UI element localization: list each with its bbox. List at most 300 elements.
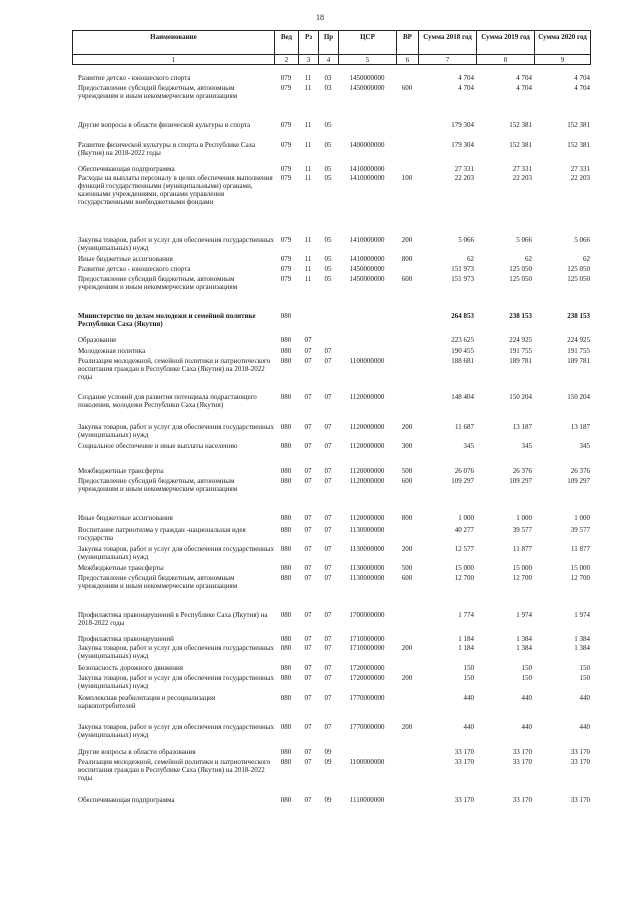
row-sum-2018: 345: [463, 442, 474, 450]
row-csr: 1700000000: [349, 611, 385, 619]
row-pr: 07: [324, 723, 332, 731]
row-sum-2018: 26 076: [454, 467, 474, 475]
row-sum-2018: 179 304: [451, 141, 474, 149]
row-sum-2020: 15 000: [570, 564, 590, 572]
row-pr: 05: [324, 236, 332, 244]
row-sum-2018: 179 304: [451, 121, 474, 129]
row-rz: 11: [304, 255, 312, 263]
row-sum-2019: 1 000: [516, 514, 532, 522]
row-sum-2020: 1 974: [574, 611, 590, 619]
row-ved: 079: [280, 255, 292, 263]
row-sum-2018: 151 973: [451, 275, 474, 283]
header-name: Наименование: [73, 31, 275, 55]
row-pr: 07: [324, 526, 332, 534]
row-ved: 079: [280, 236, 292, 244]
header-number: 5: [339, 55, 397, 65]
row-csr: 1450000000: [349, 84, 385, 92]
row-name: Межбюджетные трансферты: [78, 467, 164, 475]
table-row: [72, 347, 590, 356]
row-vr: 100: [401, 174, 413, 182]
row-name: Создание условий для развития потенциала подрастающего поколения, молодежи Республики Саха (Якутия): [78, 393, 257, 409]
row-ved: 080: [280, 758, 292, 766]
row-name: Развитие детско - юношеского спорта: [78, 74, 191, 82]
row-csr: 1130000000: [349, 564, 385, 572]
row-csr: 1130000000: [349, 545, 385, 553]
table-row: [72, 526, 590, 544]
table-row: [72, 758, 590, 785]
row-sum-2019: 150: [521, 674, 532, 682]
row-rz: 07: [304, 611, 312, 619]
row-sum-2018: 27 331: [454, 165, 474, 173]
row-vr: 200: [401, 545, 413, 553]
row-sum-2019: 27 331: [512, 165, 532, 173]
row-rz: 07: [304, 357, 312, 365]
row-sum-2020: 4 704: [574, 74, 590, 82]
row-pr: 09: [324, 748, 332, 756]
table-row: [72, 141, 590, 159]
row-name: Другие вопросы в области физической культуры и спорта: [78, 121, 251, 129]
row-rz: 07: [304, 336, 312, 344]
row-vr: 800: [401, 255, 413, 263]
row-sum-2019: 345: [521, 442, 532, 450]
table-row: [72, 545, 590, 563]
row-ved: 080: [280, 347, 292, 355]
row-name: Предоставление субсидий бюджетным, автономным учреждениям и иным некоммерческим организациям: [78, 84, 238, 100]
row-rz: 07: [304, 694, 312, 702]
table-row: [72, 121, 590, 139]
row-pr: 05: [324, 174, 332, 182]
row-sum-2020: 152 381: [567, 121, 590, 129]
header-number: 1: [73, 55, 275, 65]
row-csr: 1120000000: [349, 477, 385, 485]
row-sum-2019: 33 170: [512, 758, 532, 766]
row-pr: 07: [324, 514, 332, 522]
row-sum-2019: 4 704: [516, 74, 532, 82]
row-ved: 080: [280, 664, 292, 672]
row-sum-2020: 150: [579, 674, 590, 682]
row-sum-2019: 1 974: [516, 611, 532, 619]
header-number: 7: [419, 55, 477, 65]
row-sum-2019: 13 187: [512, 423, 532, 431]
row-pr: 05: [324, 121, 332, 129]
row-vr: 600: [401, 84, 413, 92]
row-sum-2020: 1 000: [574, 514, 590, 522]
row-sum-2019: 440: [521, 723, 532, 731]
row-name: Предоставление субсидий бюджетным, автономным учреждениям и иным некоммерческим организациям: [78, 477, 238, 493]
table-row: [72, 236, 590, 254]
row-name: Развитие физической культуры и спорта в Республике Саха (Якутия) на 2018-2022 годы: [78, 141, 256, 157]
row-vr: 600: [401, 477, 413, 485]
row-ved: 079: [280, 275, 292, 283]
row-sum-2020: 62: [583, 255, 590, 263]
row-name: Реализация молодежной, семейной политики и патриотического воспитания граждан в Республике Саха (Якутия) на 2018-2022 годы: [78, 357, 271, 381]
row-csr: 1450000000: [349, 265, 385, 273]
row-sum-2020: 345: [579, 442, 590, 450]
row-vr: 300: [401, 442, 413, 450]
table-row: [72, 423, 590, 441]
table-row: [72, 748, 590, 757]
row-sum-2018: 11 687: [455, 423, 474, 431]
row-sum-2019: 33 170: [512, 796, 532, 804]
table-row: [72, 357, 590, 384]
table-row: [72, 265, 590, 274]
table-row: [72, 564, 590, 573]
table-row: [72, 796, 590, 805]
row-name: Министерство по делам молодежи и семейной политике Республики Саха (Якутия): [78, 312, 256, 328]
row-name: Профилактика правонарушений в Республике Саха (Якутия) на 2018-2022 годы: [78, 611, 268, 627]
row-rz: 07: [304, 423, 312, 431]
row-pr: 09: [324, 758, 332, 766]
table-row: [72, 694, 590, 712]
row-csr: 1130000000: [349, 574, 385, 582]
row-sum-2020: 22 203: [570, 174, 590, 182]
row-rz: 07: [304, 467, 312, 475]
row-sum-2019: 150 204: [509, 393, 532, 401]
row-pr: 07: [324, 393, 332, 401]
row-sum-2019: 62: [525, 255, 532, 263]
row-vr: 600: [401, 275, 413, 283]
row-ved: 079: [280, 165, 292, 173]
row-pr: 07: [324, 644, 332, 652]
row-pr: 05: [324, 141, 332, 149]
row-sum-2018: 1 184: [458, 635, 474, 643]
row-sum-2019: 125 050: [509, 265, 532, 273]
header-number: 6: [397, 55, 419, 65]
row-sum-2020: 33 170: [570, 748, 590, 756]
row-sum-2019: 224 925: [509, 336, 532, 344]
row-name: Закупка товаров, работ и услуг для обеспечения государственных (муниципальных) нужд: [78, 674, 275, 690]
row-ved: 080: [280, 611, 292, 619]
row-rz: 11: [304, 236, 312, 244]
table-header: [72, 30, 591, 65]
row-sum-2018: 1 184: [458, 644, 474, 652]
table-row: [72, 84, 590, 102]
header-number: 8: [477, 55, 535, 65]
header-pr: Пр: [319, 31, 339, 55]
row-rz: 11: [304, 121, 312, 129]
row-sum-2018: 150: [463, 664, 474, 672]
header-number: 4: [319, 55, 339, 65]
row-name: Воспитание патриотизма у граждан -национальная идея государства: [78, 526, 246, 542]
row-pr: 07: [324, 611, 332, 619]
row-name: Обеспечивающая подпрограмма: [78, 165, 175, 173]
row-name: Расходы на выплаты персоналу в целях обеспечения выполнения функций государственными (муниципальными) органами, казенными учреждениями, органами управления государственными внебюджетными фондами: [78, 174, 273, 206]
row-name: Молодежная политика: [78, 347, 146, 355]
row-ved: 080: [280, 467, 292, 475]
row-sum-2019: 191 755: [509, 347, 532, 355]
row-csr: 1720000000: [349, 674, 385, 682]
row-sum-2020: 26 376: [570, 467, 590, 475]
row-sum-2018: 12 700: [454, 574, 474, 582]
row-sum-2020: 189 781: [567, 357, 590, 365]
row-rz: 07: [304, 664, 312, 672]
header-ved: Вед: [275, 31, 299, 55]
row-pr: 07: [324, 477, 332, 485]
row-name: Комплексная реабилитация и ресоциализация наркопотребителей: [78, 694, 216, 710]
row-sum-2020: 109 297: [567, 477, 590, 485]
row-ved: 080: [280, 674, 292, 682]
row-pr: 05: [324, 275, 332, 283]
row-ved: 079: [280, 141, 292, 149]
row-ved: 079: [280, 174, 292, 182]
row-pr: 03: [324, 74, 332, 82]
row-rz: 07: [304, 644, 312, 652]
header-sum-2018: Сумма 2018 год: [419, 31, 477, 55]
row-sum-2019: 1 384: [516, 644, 532, 652]
row-pr: 07: [324, 635, 332, 643]
row-sum-2020: 150: [579, 664, 590, 672]
row-sum-2020: 33 170: [570, 796, 590, 804]
row-sum-2019: 152 381: [509, 141, 532, 149]
row-name: Закупка товаров, работ и услуг для обеспечения государственных (муниципальных) нужд: [78, 545, 275, 561]
row-rz: 11: [304, 265, 312, 273]
row-name: Предоставление субсидий бюджетным, автономным учреждениям и иным некоммерческим организациям: [78, 574, 238, 590]
row-sum-2018: 1 000: [458, 514, 474, 522]
row-sum-2020: 1 384: [574, 635, 590, 643]
table-row: [72, 635, 590, 644]
row-pr: 05: [324, 255, 332, 263]
row-vr: 200: [401, 644, 413, 652]
table-row: [72, 255, 590, 264]
row-ved: 080: [280, 748, 292, 756]
row-pr: 07: [324, 347, 332, 355]
row-name: Безопасность дорожного движения: [78, 664, 184, 672]
row-csr: 1120000000: [349, 467, 385, 475]
row-vr: 500: [401, 467, 413, 475]
table-row: [72, 442, 590, 451]
row-sum-2018: 223 625: [451, 336, 474, 344]
row-sum-2018: 190 455: [451, 347, 474, 355]
table-row: [72, 275, 590, 293]
row-sum-2019: 22 203: [512, 174, 532, 182]
row-pr: 09: [324, 796, 332, 804]
row-csr: 1400000000: [349, 141, 385, 149]
table-row: [72, 467, 590, 476]
row-rz: 07: [304, 574, 312, 582]
row-sum-2019: 440: [521, 694, 532, 702]
table-row: [72, 644, 590, 662]
row-ved: 080: [280, 545, 292, 553]
row-sum-2019: 4 704: [516, 84, 532, 92]
row-sum-2019: 150: [521, 664, 532, 672]
row-ved: 080: [280, 694, 292, 702]
row-sum-2018: 188 681: [451, 357, 474, 365]
row-ved: 080: [280, 723, 292, 731]
table-row: [72, 393, 590, 420]
row-name: Профилактика правонарушений: [78, 635, 174, 643]
row-sum-2019: 33 170: [512, 748, 532, 756]
row-sum-2018: 150: [463, 674, 474, 682]
row-csr: 1120000000: [349, 442, 385, 450]
row-pr: 07: [324, 674, 332, 682]
row-name: Иные бюджетные ассигнования: [78, 514, 173, 522]
row-pr: 05: [324, 165, 332, 173]
table-row: [72, 514, 590, 523]
row-vr: 200: [401, 674, 413, 682]
row-csr: 1770000000: [349, 723, 385, 731]
row-pr: 07: [324, 545, 332, 553]
row-rz: 07: [304, 564, 312, 572]
row-csr: 1130000000: [349, 526, 385, 534]
row-csr: 1410000000: [349, 165, 385, 173]
row-sum-2018: 33 170: [454, 758, 474, 766]
header-number: 3: [299, 55, 319, 65]
page-number: 18: [316, 13, 324, 22]
row-name: Закупка товаров, работ и услуг для обеспечения государственных (муниципальных) нужд: [78, 644, 275, 660]
row-ved: 080: [280, 564, 292, 572]
row-ved: 080: [280, 393, 292, 401]
row-sum-2019: 5 066: [516, 236, 532, 244]
row-sum-2018: 12 577: [454, 545, 474, 553]
row-sum-2020: 12 700: [570, 574, 590, 582]
row-sum-2020: 5 066: [574, 236, 590, 244]
row-csr: 1120000000: [349, 514, 385, 522]
header-number: 9: [535, 55, 591, 65]
row-rz: 07: [304, 748, 312, 756]
row-csr: 1110000000: [349, 796, 385, 804]
row-csr: 1710000000: [349, 635, 385, 643]
header-number: 2: [275, 55, 299, 65]
row-ved: 080: [280, 477, 292, 485]
header-sum-2019: Сумма 2019 год: [477, 31, 535, 55]
row-sum-2020: 224 925: [567, 336, 590, 344]
table-row: [72, 312, 590, 330]
row-ved: 080: [280, 514, 292, 522]
row-sum-2019: 152 381: [509, 121, 532, 129]
row-csr: 1120000000: [349, 423, 385, 431]
row-rz: 07: [304, 635, 312, 643]
row-sum-2019: 109 297: [509, 477, 532, 485]
header-rz: Рз: [299, 31, 319, 55]
row-csr: 1120000000: [349, 393, 385, 401]
row-pr: 07: [324, 564, 332, 572]
row-name: Межбюджетные трансферты: [78, 564, 164, 572]
row-sum-2020: 27 331: [570, 165, 590, 173]
row-sum-2018: 264 853: [451, 312, 474, 320]
row-sum-2020: 152 381: [567, 141, 590, 149]
row-csr: 1100000000: [349, 357, 385, 365]
row-pr: 07: [324, 574, 332, 582]
row-rz: 11: [304, 84, 312, 92]
row-rz: 07: [304, 514, 312, 522]
row-ved: 080: [280, 574, 292, 582]
table-row: [72, 336, 590, 345]
row-sum-2019: 238 153: [509, 312, 532, 320]
row-sum-2018: 1 774: [458, 611, 474, 619]
row-sum-2020: 4 704: [574, 84, 590, 92]
row-sum-2019: 26 376: [512, 467, 532, 475]
row-sum-2020: 33 170: [570, 758, 590, 766]
row-rz: 07: [304, 796, 312, 804]
row-vr: 200: [401, 236, 413, 244]
header-csr: ЦСР: [339, 31, 397, 55]
row-sum-2019: 39 577: [512, 526, 532, 534]
row-ved: 080: [280, 357, 292, 365]
row-sum-2020: 238 153: [567, 312, 590, 320]
row-rz: 11: [304, 141, 312, 149]
row-sum-2019: 189 781: [509, 357, 532, 365]
row-sum-2019: 11 877: [513, 545, 532, 553]
row-sum-2018: 22 203: [454, 174, 474, 182]
row-ved: 079: [280, 74, 292, 82]
row-vr: 600: [401, 574, 413, 582]
row-rz: 11: [304, 165, 312, 173]
row-vr: 200: [401, 423, 413, 431]
row-sum-2018: 4 704: [458, 74, 474, 82]
row-csr: 1710000000: [349, 644, 385, 652]
table-row: [72, 74, 590, 84]
row-ved: 080: [280, 635, 292, 643]
row-vr: 800: [401, 514, 413, 522]
row-sum-2018: 109 297: [451, 477, 474, 485]
row-pr: 05: [324, 265, 332, 273]
row-pr: 07: [324, 442, 332, 450]
row-pr: 07: [324, 423, 332, 431]
row-rz: 07: [304, 393, 312, 401]
row-sum-2020: 440: [579, 723, 590, 731]
row-rz: 07: [304, 526, 312, 534]
row-sum-2018: 151 973: [451, 265, 474, 273]
row-rz: 07: [304, 442, 312, 450]
row-pr: 03: [324, 84, 332, 92]
row-pr: 07: [324, 694, 332, 702]
row-sum-2018: 40 277: [454, 526, 474, 534]
row-sum-2018: 5 066: [458, 236, 474, 244]
row-vr: 500: [401, 564, 413, 572]
row-csr: 1100000000: [349, 758, 385, 766]
row-name: Иные бюджетные ассигнования: [78, 255, 173, 263]
row-pr: 07: [324, 467, 332, 475]
row-sum-2020: 150 204: [567, 393, 590, 401]
row-sum-2018: 15 000: [454, 564, 474, 572]
row-name: Развитие детско - юношеского спорта: [78, 265, 191, 273]
row-ved: 079: [280, 84, 292, 92]
row-ved: 080: [280, 312, 292, 320]
row-sum-2019: 12 700: [512, 574, 532, 582]
table-row: [72, 165, 590, 174]
row-rz: 07: [304, 477, 312, 485]
row-ved: 080: [280, 423, 292, 431]
row-name: Закупка товаров, работ и услуг для обеспечения государственных (муниципальных) нужд: [78, 723, 275, 739]
row-sum-2020: 13 187: [570, 423, 590, 431]
row-rz: 07: [304, 758, 312, 766]
table-row: [72, 574, 590, 592]
row-name: Закупка товаров, работ и услуг для обеспечения государственных (муниципальных) нужд: [78, 423, 275, 439]
row-rz: 07: [304, 723, 312, 731]
row-sum-2020: 125 050: [567, 265, 590, 273]
header-vr: ВР: [397, 31, 419, 55]
row-csr: 1410000000: [349, 174, 385, 182]
row-csr: 1450000000: [349, 275, 385, 283]
row-sum-2018: 4 704: [458, 84, 474, 92]
row-rz: 07: [304, 674, 312, 682]
row-ved: 080: [280, 644, 292, 652]
row-sum-2018: 148 404: [451, 393, 474, 401]
row-ved: 079: [280, 121, 292, 129]
row-vr: 200: [401, 723, 413, 731]
row-sum-2020: 39 577: [570, 526, 590, 534]
row-sum-2020: 191 755: [567, 347, 590, 355]
row-name: Предоставление субсидий бюджетным, автономным учреждениям и иным некоммерческим организациям: [78, 275, 238, 291]
row-name: Реализация молодежной, семейной политики и патриотического воспитания граждан в Республике Саха (Якутия) на 2018-2022 годы: [78, 758, 271, 782]
row-csr: 1410000000: [349, 236, 385, 244]
row-sum-2019: 1 384: [516, 635, 532, 643]
row-ved: 080: [280, 442, 292, 450]
table-row: [72, 611, 590, 629]
row-csr: 1410000000: [349, 255, 385, 263]
row-rz: 11: [304, 275, 312, 283]
row-sum-2018: 440: [463, 723, 474, 731]
